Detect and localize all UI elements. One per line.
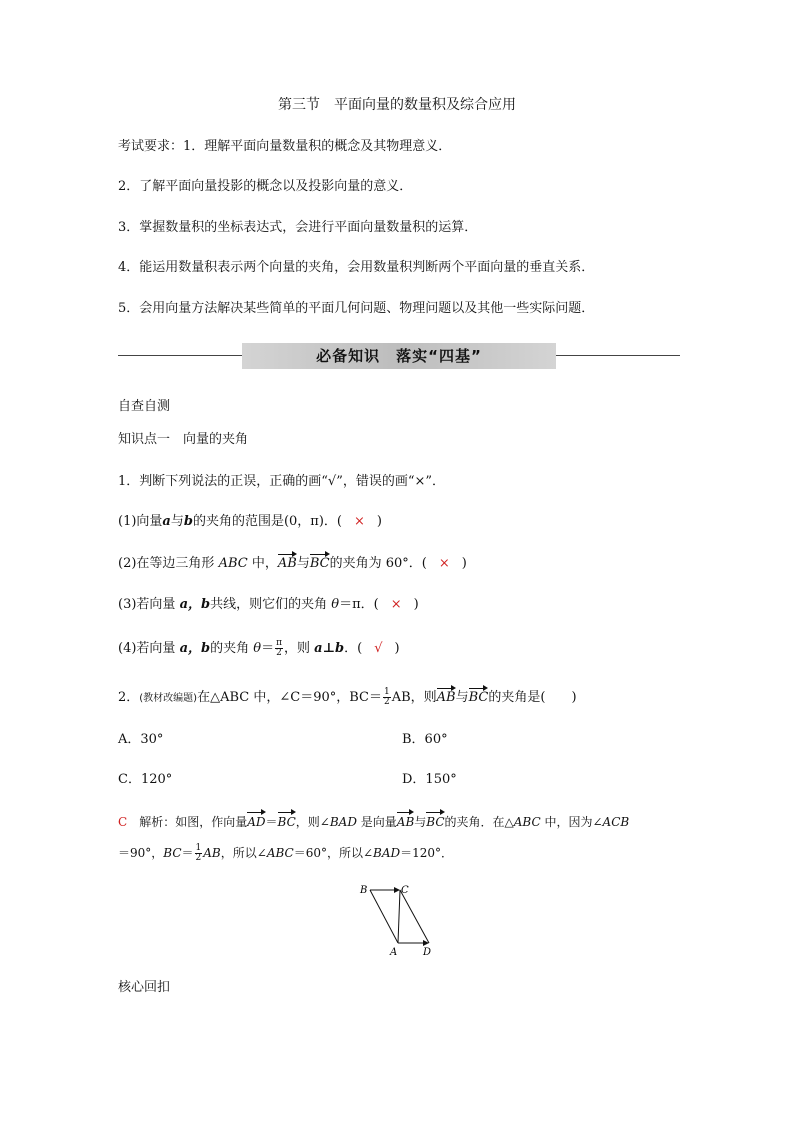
segment-ca (398, 890, 400, 943)
requirement-5: 5．会用向量方法解决某些简单的平面几何问题、物理问题以及其他一些实际问题． (118, 301, 595, 316)
vector-ab: AB (277, 556, 297, 571)
q1-s4-answer-mark: √ (374, 641, 383, 656)
q1-s3-answer-mark: × (390, 597, 402, 612)
requirement-4: 4．能运用数量积表示两个向量的夹角，会用数量积判断两个平面向量的垂直关系． (118, 260, 595, 275)
label-a: A (390, 947, 398, 958)
requirement-1 (118, 138, 451, 156)
fraction-one-half: $\frac{1}{2}$ (383, 687, 390, 707)
fraction-pi-over-2: $\frac{\pi}{2}$ (276, 638, 282, 658)
q1-statement-1: (1)向量a与b的夹角的范围是(0，π)．( × ) (118, 514, 382, 529)
solution-line-2: ＝90°，BC＝ $\frac{1}{2}$ AB，所以∠ABC＝60°，所以∠BAD＝120°． (118, 843, 454, 863)
requirement-text: 1．理解平面向量数量积的概念及其物理意义． (183, 139, 452, 154)
option-b: B．60° (402, 732, 448, 747)
banner-divider-right (556, 355, 680, 356)
label-d: D (423, 947, 432, 958)
vector-bc: BC (468, 690, 489, 705)
label-b: B (360, 885, 368, 896)
section-banner (242, 343, 556, 369)
label-c: C (401, 885, 409, 896)
segment-cd (400, 890, 429, 943)
option-c: C．120° (118, 772, 173, 787)
option-a: A．30° (118, 732, 164, 747)
solution-line-1: C 解析：如图，作向量AD＝BC，则∠BAD 是向量AB与BC的夹角．在△ABC 中，因为∠ACB (118, 815, 630, 829)
q2-stem: 2．(教材改编题)在△ABC 中，∠C＝90°，BC＝ $\frac{1}{2}$ AB，则AB与BC的夹角是( ) (118, 687, 577, 707)
question-source-tag: (教材改编题) (139, 693, 198, 704)
banner-divider-left (118, 355, 242, 356)
q1-stem: 1．判断下列说法的正误，正确的画“√”，错误的画“×”． (118, 474, 446, 489)
requirement-3: 3．掌握数量积的坐标表达式，会进行平面向量数量积的运算． (118, 220, 478, 235)
parallelogram-figure (355, 880, 445, 960)
solution-answer: C (118, 815, 128, 829)
requirements-label: 考试要求： (118, 139, 184, 154)
q1-s1-answer-mark: × (354, 514, 365, 529)
option-d: D．150° (402, 772, 457, 787)
q1-s2-answer-mark: × (438, 556, 450, 571)
q1-statement-3: (3)若向量 a，b共线，则它们的夹角 θ＝π．( × ) (118, 597, 419, 612)
banner-text: 必备知识 落实“四基” (316, 347, 482, 365)
section-core-review: 核心回扣 (118, 980, 171, 995)
requirement-2: 2．了解平面向量投影的概念以及投影向量的意义． (118, 179, 413, 194)
segment-ba (370, 890, 398, 943)
knowledge-point-title: 知识点一 向量的夹角 (118, 432, 249, 447)
q1-statement-2: (2)在等边三角形 ABC 中，AB与BC的夹角为 60°．( × ) (118, 556, 467, 571)
vector-bc: BC (309, 556, 330, 571)
fraction-one-half: $\frac{1}{2}$ (195, 843, 202, 863)
vector-ab: AB (436, 690, 456, 705)
q1-statement-4: (4)若向量 a，b的夹角 θ＝ $\frac{\pi}{2}$ ，则 a⊥b．( √ ) (118, 638, 400, 658)
page-title: 第三节 平面向量的数量积及综合应用 (278, 97, 516, 113)
section-self-check: 自查自测 (118, 399, 171, 414)
